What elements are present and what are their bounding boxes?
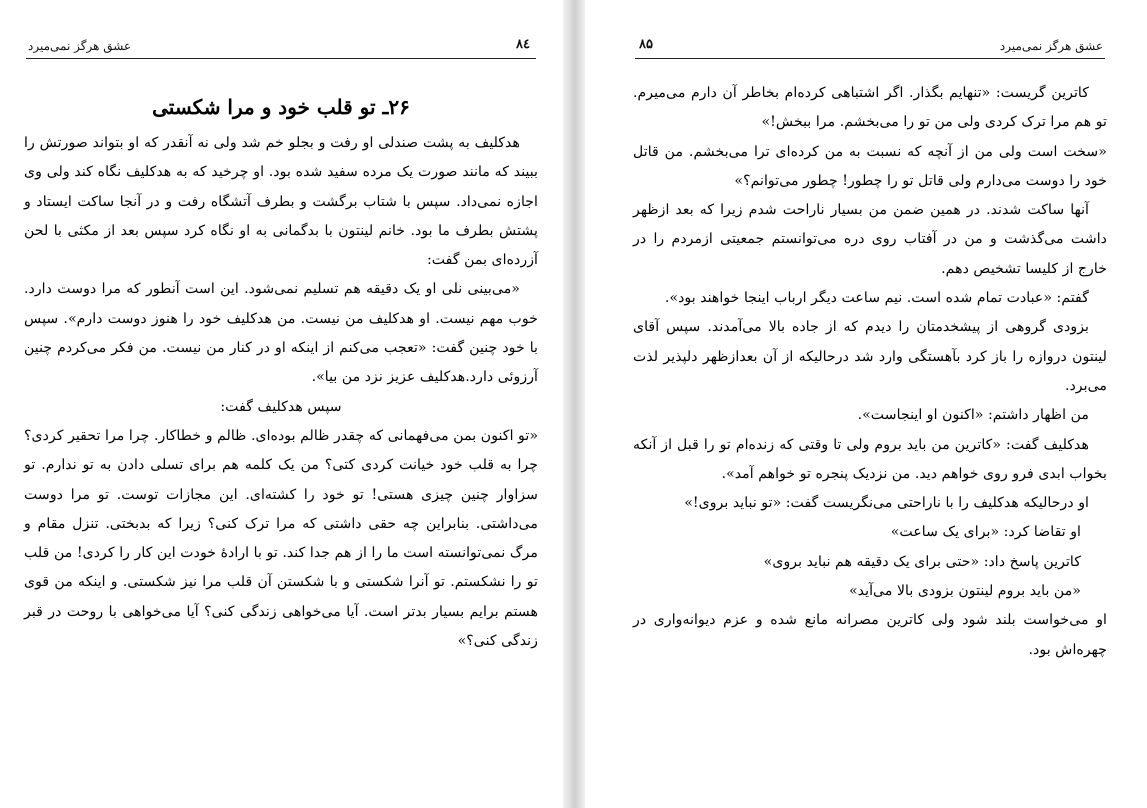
paragraph: او تقاضا کرد: «برای یک ساعت» (890, 524, 1081, 541)
running-head-title: عشق هرگز نمی‌میرد (28, 39, 132, 53)
body-text-left (24, 129, 538, 656)
paragraph: «من باید بروم لینتون بزودی بالا می‌آید» (849, 583, 1081, 600)
paragraph: من اظهار داشتم: «اکنون او اینجاست». (857, 407, 1089, 424)
body-text-right (633, 79, 1107, 665)
paragraph: کاترین پاسخ داد: «حتی برای یک دقیقه هم نباید بروی» (763, 553, 1081, 570)
paragraph: «سخت است ولی من از آنچه که نسبت به من کرده‌ای ترا می‌بخشم. من قاتل خود را دوست می‌دارم ولی قاتل تو را چطور! چطور می‌توانم؟» (633, 143, 1107, 189)
running-head-right (635, 36, 1105, 59)
paragraph: آنها ساکت شدند. در همین ضمن من بسیار ناراحت شدم زیرا که بعد ازظهر داشت می‌گذشت و من در آفتاب روی دره می‌توانستم جمعیتی ازمردم را در خارج از کلیسا تشخیص دهم. (633, 202, 1107, 277)
right-page (585, 0, 1147, 808)
page-number: ۸٤ (516, 37, 530, 52)
paragraph: «تو اکنون بمن می‌فهمانی که چقدر ظالم بوده‌ای. ظالم و خطاکار. چرا مرا تحقیر کردی؟ چرا به قلب خود خیانت کردی کتی؟ من یک کلمه هم برای تسلی دادن به تو ندارم. تو سزاوار چنین چیزی هستی! تو خود را کشته‌ای. این مجازات توست. تو مرا دوست می‌داشتی. بنابراین چه حقی داشتی که مرا ترک کنی؟ زیرا که بدبختی. تنزل مقام و مرگ نمی‌توانسته است ما را از هم جدا کند. تو با ارادهٔ خودت این کار را کردی! من قلب تو را نشکستم. تو آنرا شکستی و با شکستن آن قلب مرا نیز شکستی. و اینکه من قوی هستم برایم بسیار بدتر است. آیا می‌خواهی زندگی کنی؟ آیا می‌خواهی با روحت در قبر زندگی کنی؟» (24, 427, 538, 650)
paragraph: کاترین گریست: «تنهایم بگذار. اگر اشتباهی کرده‌ام بخاطر آن دارم می‌میرم. تو هم مرا ترک کردی ولی من تو را می‌بخشم. مرا ببخش!» (633, 85, 1107, 131)
left-page (0, 0, 563, 808)
running-head-title: عشق هرگز نمی‌میرد (999, 39, 1103, 53)
running-head-left (26, 36, 536, 59)
paragraph: هدکلیف گفت: «کاترین من باید بروم ولی تا وقتی که زنده‌ام تو را قبل از آنکه بخواب ابدی فرو روی خواهم دید. من نزدیک پنجره تو خواهم آمد». (633, 436, 1107, 482)
chapter-title: ۲۶ـ تو قلب خود و مرا شکستی (152, 95, 410, 119)
page-number: ۸۵ (639, 37, 653, 52)
paragraph: او می‌خواست بلند شود ولی کاترین مصرانه مانع شده و عزم دیوانه‌واری در چهره‌اش بود. (633, 612, 1107, 658)
book-gutter (563, 0, 585, 808)
paragraph: هدکلیف به پشت صندلی او رفت و بجلو خم شد ولی نه آنقدر که او بتواند صورتش را ببیند که مانند صورت یک مرده سفید شده بود. او چرخید که به هدکلیف نگاه کند ولی وی اجازه نمی‌داد. سپس با شتاب برگشت و بطرف آتشگاه رفت و در آنجا ساکت ایستاد و پشتش بطرف ما بود. خانم لینتون با بدگمانی به او نگاه کرد سپس بعد از مکثی با لحن آزرده‌ای بمن گفت: (24, 135, 538, 269)
paragraph: او درحالیکه هدکلیف را با ناراحتی می‌نگریست گفت: «تو نباید بروی!» (684, 495, 1089, 512)
paragraph: بزودی گروهی از پیشخدمتان را دیدم که از جاده بالا می‌آمدند. سپس آقای لینتون دروازه را باز کرد بآهستگی وارد شد درحالیکه از آن بعدازظهر دلپذیر لذت می‌برد. (633, 319, 1107, 394)
paragraph: گفتم: «عبادت تمام شده است. نیم ساعت دیگر ارباب اینجا خواهند بود». (664, 290, 1089, 307)
paragraph: سپس هدکلیف گفت: (220, 398, 342, 415)
paragraph: «می‌بینی نلی او یک دقیقه هم تسلیم نمی‌شود. این است آنطور که مرا دوست دارد. خوب مهم نیست. او هدکلیف من نیست. من هدکلیف خود را هنوز دوست دارم». سپس با خود چنین گفت: «تعجب می‌کنم از اینکه او در کنار من نیست. من فکر می‌کردم چنین آرزوئی دارد.هدکلیف عزیز نزد من بیا». (24, 281, 538, 386)
